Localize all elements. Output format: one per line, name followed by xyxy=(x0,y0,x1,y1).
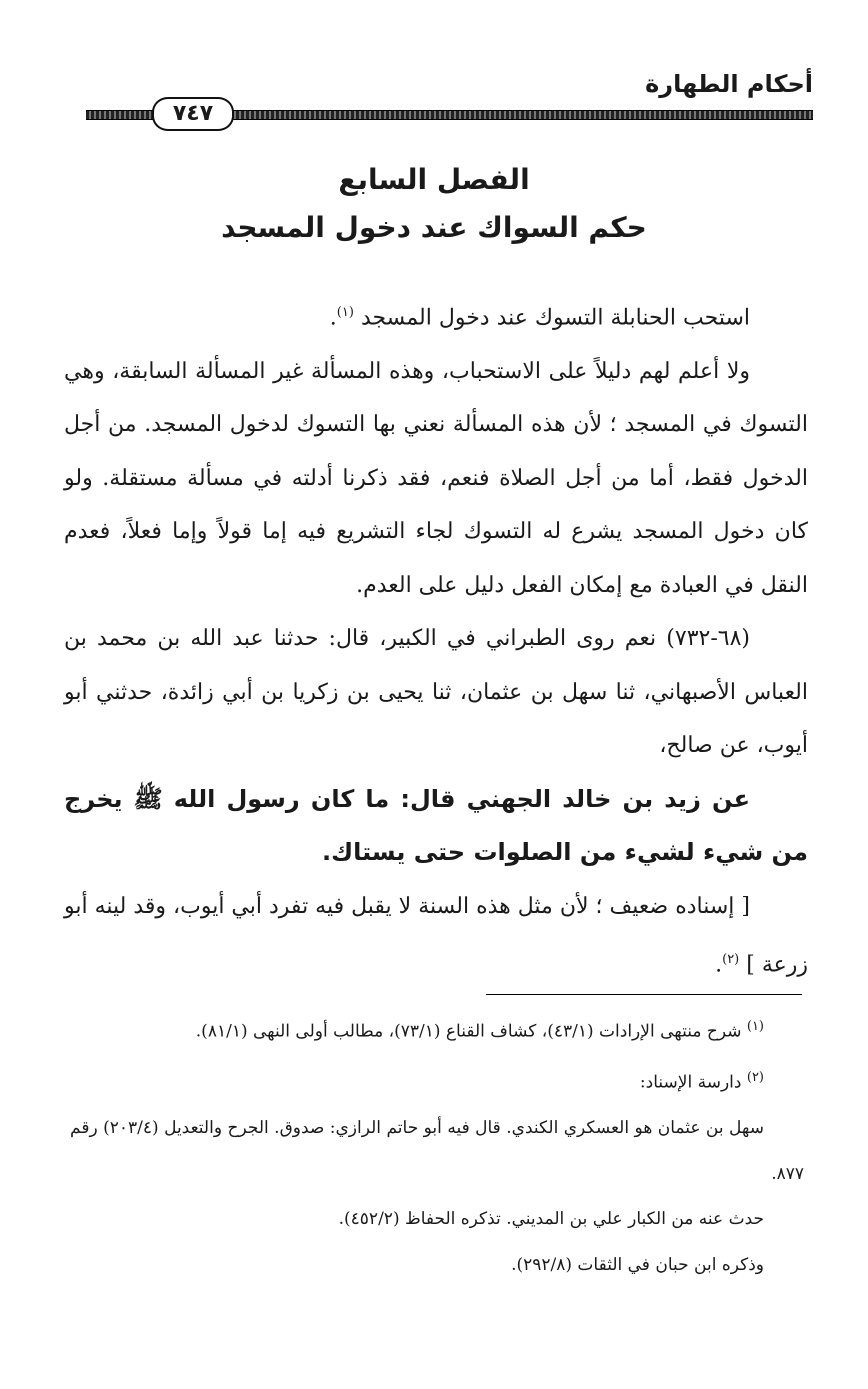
running-title: أحكام الطهارة xyxy=(645,70,813,98)
body-text xyxy=(64,286,808,992)
footnote-rule xyxy=(486,994,802,995)
footnote-2-line-3: وذكره ابن حبان في الثقات (٢٩٢/٨). xyxy=(511,1254,764,1275)
paragraph-3: (٦٨-٧٣٢) نعم روى الطبراني في الكبير، قال: حدثنا عبد الله بن محمد بن العباس الأصبهاني، ثنا سهل بن عثمان، ثنا يحيى بن زكريا بن أبي زائدة، حدثني أبو أيوب، عن صالح، xyxy=(64,626,808,759)
footnote-ref-1[interactable]: (١) xyxy=(336,305,354,320)
footnote-2-line-2: حدث عنه من الكبار علي بن المديني. تذكره الحفاظ (٤٥٢/٢). xyxy=(338,1209,764,1230)
paragraph-4: [ إسناده ضعيف ؛ لأن مثل هذه السنة لا يقبل فيه تفرد أبي أيوب، وقد لينه أبو زرعة ] $^{(٢)}$. xyxy=(63,893,808,978)
footnotes xyxy=(70,1004,804,1288)
page-number: ٧٤٧ xyxy=(152,97,234,131)
chapter-subtitle: حكم السواك عند دخول المسجد xyxy=(221,211,647,244)
footnote-1: $^{(١)}$ شرح منتهى الإرادات (٤٣/١)، كشاف القناع (٧٣/١)، مطالب أولى النهى (٨١/١). xyxy=(195,1019,764,1042)
hadith-text: عن زيد بن خالد الجهني قال: ما كان رسول الله ﷺ يخرج من شيء لشيء من الصلوات حتى يستاك. xyxy=(64,784,808,867)
paragraph-1: استحب الحنابلة التسوك عند دخول المسجد $^{(١)}$. xyxy=(329,305,750,331)
footnote-ref-2[interactable]: (٢) xyxy=(722,952,740,968)
footnote-2-line-1: سهل بن عثمان هو العسكري الكندي. قال فيه أبو حاتم الرازي: صدوق. الجرح والتعديل (٢٠٣/٤) رقم ٨٧٧. xyxy=(70,1118,804,1184)
footnote-marker-1: (١) xyxy=(746,1019,764,1034)
paragraph-2: ولا أعلم لهم دليلاً على الاستحباب، وهذه المسألة غير المسألة السابقة، وهي التسوك في المسجد ؛ لأن هذه المسألة نعني بها التسوك لدخول المسجد. من أجل الدخول فقط، أما من أجل الصلاة فنعم، فقد ذكرنا أدلته في مسألة مستقلة. ولو كان دخول المسجد يشرع له التسوك لجاء التشريع فيه إما قولاً وإما فعلاً، فعدم النقل في العبادة مع إمكان الفعل دليل على العدم. xyxy=(64,358,808,598)
chapter-title: الفصل السابع xyxy=(338,163,530,196)
footnote-marker-2: (٢) xyxy=(746,1070,764,1086)
footnote-2-heading: $^{(٢)}$ دارسة الإسناد: xyxy=(639,1070,764,1093)
